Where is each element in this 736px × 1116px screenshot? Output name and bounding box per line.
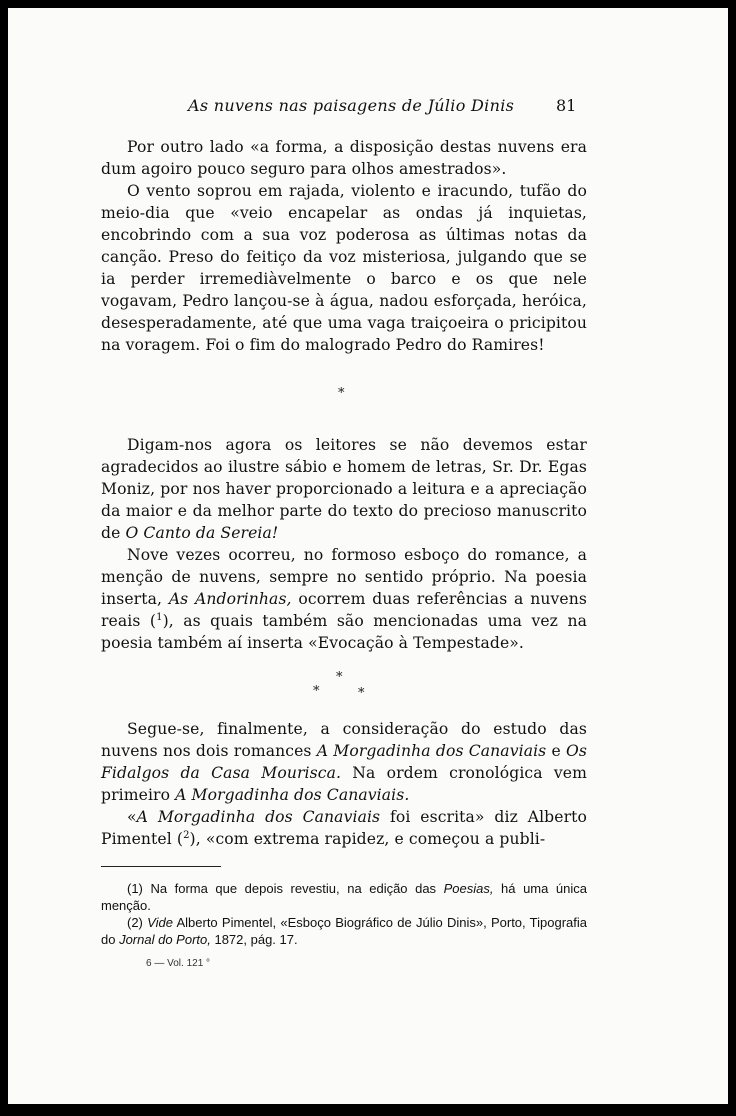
paragraph: «A Morgadinha dos Canaviais foi escrita» diz Alberto Pimentel ($^2$), «com extrema rapidez, e começou a publi- — [101, 808, 587, 848]
printer-signature: 6 — Vol. 121 ° — [146, 958, 211, 969]
footnote: (2) Vide Alberto Pimentel, «Esboço Biográfico de Júlio Dinis», Porto, Tipografia do Jornal do Porto, 1872, pág. 17. — [101, 915, 587, 947]
book-page: As nuvens nas paisagens de Júlio Dinis 81 Por outro lado «a forma, a disposição destas nuvens era dum agoiro pouco seguro para olhos amestrados». O vento soprou em rajada, violento e iracundo, tufão do meio-dia que «veio encapelar as ondas já inquietas, encobrindo com a sua voz poderosa as últimas notas da canção. Preso do feitiço da voz misteriosa, julgando que se ia perder irremediàvelmente o barco e os que nele vogavam, Pedro lançou-se à água, nadou esforçada, heróica, desesperadamente, até que uma vaga traiçoeira o pricipitou na voragem. Foi o fim do malogrado Pedro do Ramires! * Digam-nos agora os leitores se não devemos estar agradecidos ao ilustre sábio e homem de letras, Sr. Dr. Egas Moniz, por nos haver proporcionado a leitura e a apreciação da maior e da melhor parte do texto do precioso manuscrito de O Canto da Sereia! Nove vezes ocorreu, no formoso esboço do romance, a menção de nuvens, sempre no sentido próprio. Na poesia inserta, As Andorinhas, ocorrem duas referências a nuvens reais ($^1$), as quais também são mencionadas uma vez na poesia também aí inserta «Evocação à Tempestade». * * * Segue-se, finalmente, a consideração do estudo das nuvens nos dois romances A Morgadinha dos Canaviais e Os Fidalgos da Casa Mourisca. Na ordem cronológica vem primeiro A Morgadinha dos Canaviais. «A Morgadinha dos Canaviais foi escrita» diz Alberto Pimentel ($^2$), «com extrema rapidez, e começou a publi- (1) Na forma que depois revestiu, na edição das Poesias, há uma única menção. (2) Vide Alberto Pimentel, «Esboço Biográfico de Júlio Dinis», Porto, Tipografia do Jornal do Porto, 1872, pág. 17. 6 — Vol. 121 ° — [8, 8, 728, 1104]
work-title: Os Fidalgos da Casa Mourisca. — [101, 742, 587, 782]
work-title: A Morgadinha dos Canaviais — [316, 742, 547, 760]
paragraph: Nove vezes ocorreu, no formoso esboço do romance, a menção de nuvens, sempre no sentido próprio. Na poesia inserta, As Andorinhas, ocorrem duas referências a nuvens reais ($^1$), as quais também são mencionadas uma vez na poesia também aí inserta «Evocação à Tempestade». — [101, 546, 587, 652]
work-title: As Andorinhas, — [168, 590, 292, 608]
paragraph: Por outro lado «a forma, a disposição destas nuvens era dum agoiro pouco seguro para olhos amestrados». — [101, 138, 587, 178]
footnote: (1) Na forma que depois revestiu, na edição das Poesias, há uma única menção. — [101, 881, 587, 913]
running-title: As nuvens nas paisagens de Júlio Dinis — [188, 96, 515, 115]
paragraph: O vento soprou em rajada, violento e iracundo, tufão do meio-dia que «veio encapelar as ondas já inquietas, encobrindo com a sua voz poderosa as últimas notas da canção. Preso do feitiço da voz misteriosa, julgando que se ia perder irremediàvelmente o barco e os que nele vogavam, Pedro lançou-se à água, nadou esforçada, heróica, desesperadamente, até que uma vaga traiçoeira o pricipitou na voragem. Foi o fim do malogrado Pedro do Ramires! — [101, 182, 587, 354]
footnote-ref: 2 — [183, 829, 190, 841]
work-title: A Morgadinha dos Canaviais — [136, 808, 381, 826]
footnote-ref: 1 — [156, 611, 163, 623]
section-separator: * — [338, 386, 345, 401]
page-number: 81 — [556, 96, 577, 115]
work-title: O Canto da Sereia! — [125, 524, 279, 542]
footnotes — [101, 880, 587, 948]
footnote-divider — [101, 866, 221, 867]
paragraph: Digam-nos agora os leitores se não devemos estar agradecidos ao ilustre sábio e homem de letras, Sr. Dr. Egas Moniz, por nos haver proporcionado a leitura e a apreciação da maior e da melhor parte do texto do precioso manuscrito de O Canto da Sereia! — [101, 436, 587, 542]
section-2 — [101, 434, 587, 654]
section-1 — [101, 136, 587, 356]
work-title: A Morgadinha dos Canaviais. — [175, 786, 410, 804]
page-header — [8, 96, 728, 122]
section-3 — [101, 718, 587, 850]
paragraph: Segue-se, finalmente, a consideração do estudo das nuvens nos dois romances A Morgadinha dos Canaviais e Os Fidalgos da Casa Mourisca. Na ordem cronológica vem primeiro A Morgadinha dos Canaviais. — [101, 720, 587, 804]
